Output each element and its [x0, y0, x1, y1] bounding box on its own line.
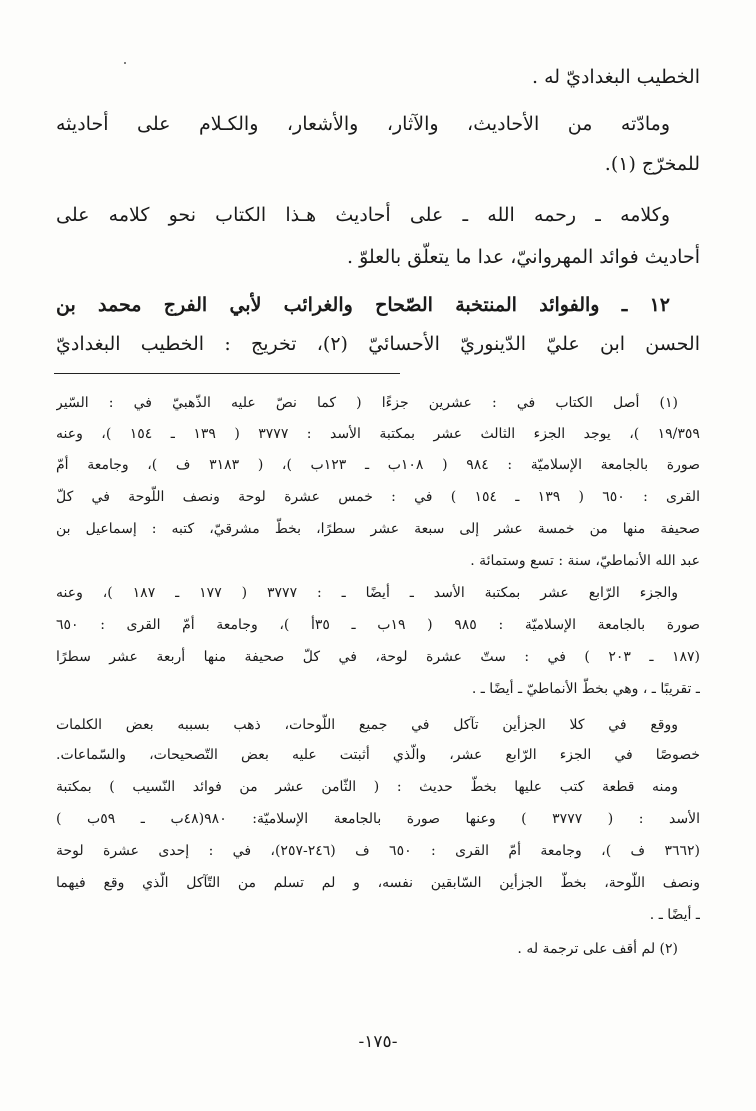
- body-line-1: الخطيب البغداديّ له .: [532, 66, 700, 88]
- footnote-1-line-3: صورة بالجامعة الإسلاميّة : ٩٨٤ ( ١٠٨ب ـ ١٢٣ب )، ( ٣١٨٣ ف )، وجامعة أمّ: [56, 457, 700, 473]
- footnote-1-line-10: ـ تقريبًا ـ ، وهي بخطّ الأنماطيّ ـ أيضًا ـ .: [471, 681, 700, 697]
- footnote-1-line-7: والجزء الرّابع عشر بمكتبة الأسد ـ أيضًا ـ : ٣٧٧٧ ( ١٧٧ ـ ١٨٧ )، وعنه: [56, 585, 678, 601]
- footnote-1-line-13: ومنه قطعة كتب عليها بخطّ حديث : ( الثّامن عشر من فوائد النّسيب ) بمكتبة: [56, 779, 678, 795]
- body-line-5: أحاديث فوائد المهروانيّ، عدا ما يتعلّق بالعلوّ .: [347, 246, 700, 268]
- footnote-1-line-17: ـ أيضًا ـ .: [649, 907, 700, 923]
- footnote-1-line-11: ووقع في كلا الجزأين تآكل في جميع اللّوحات، ذهب بسببه بعض الكلمات: [56, 717, 678, 733]
- body-line-4: وكلامه ـ رحمه الله ـ على أحاديث هـذا الكتاب نحو كلامه على: [56, 204, 670, 226]
- body-line-2: ومادّته من الأحاديث، والآثار، والأشعار، والكـلام على أحاديثه: [56, 113, 670, 135]
- footnote-1-line-6: عبد الله الأنماطيّ، سنة : تسع وستمائة .: [470, 553, 700, 569]
- footnote-1-line-1: (١) أصل الكتاب في : عشرين جزءًا ( كما نصّ عليه الذّهبيّ في : السّير: [56, 395, 678, 411]
- footnote-1-line-2: ١٩/٣٥٩ )، يوجد الجزء الثالث عشر بمكتبة الأسد : ٣٧٧٧ ( ١٣٩ ـ ١٥٤ )، وعنه: [56, 426, 700, 442]
- footnote-1-line-15: (٣٦٦٢ ف )، وجامعة أمّ القرى : ٦٥٠ ف (٢٤٦-٢٥٧)، في : إحدى عشرة لوحة: [56, 843, 700, 859]
- footnote-1-line-16: ونصف اللّوحة، بخطّ الجزأين السّابقين نفسه، و لم تسلم من التّآكل الّذي وقع فيهما: [56, 875, 700, 891]
- footnote-1-line-14: الأسد : ( ٣٧٧٧ ) وعنها صورة بالجامعة الإسلاميّة: ٩٨٠(٤٨ب ـ ٥٩ب ): [56, 811, 700, 827]
- footnote-1-line-5: صحيفة منها من خمسة عشر إلى سبعة عشر سطرًا، بخطّ مشرقيّ، كتبه : إسماعيل بن: [56, 521, 700, 537]
- body-line-3: للمخرّج (١).: [604, 153, 700, 175]
- footnote-1-line-4: القرى : ٦٥٠ ( ١٣٩ ـ ١٥٤ ) في : خمس عشرة لوحة ونصف اللّوحة في كلّ: [56, 489, 700, 505]
- body-line-7: الحسن ابن عليّ الدّينوريّ الأحسائيّ (٢)، تخريج : الخطيب البغداديّ: [56, 333, 700, 355]
- footnote-2: (٢) لم أقف على ترجمة له .: [517, 941, 678, 957]
- footnote-1-line-12: خصوصًا في الجزء الرّابع عشر، والّذي أثبتت عليه بعض التّصحيحات، والسّماعات.: [56, 747, 700, 763]
- footnote-separator: [54, 373, 400, 374]
- page-number: -١٧٥-: [358, 1032, 398, 1052]
- entry-12-heading: ١٢ ـ والفوائد المنتخبة الصّحاح والغرائب لأبي الفرج محمد بن: [56, 294, 670, 316]
- footnote-1-line-9: (١٨٧ ـ ٢٠٣ ) في : ستّ عشرة لوحة، في كلّ صحيفة منها أربعة عشر سطرًا: [56, 649, 700, 665]
- footnote-1-line-8: صورة بالجامعة الإسلاميّة : ٩٨٥ ( ١٩ب ـ ٣٥أ )، وجامعة أمّ القرى : ٦٥٠: [56, 617, 700, 633]
